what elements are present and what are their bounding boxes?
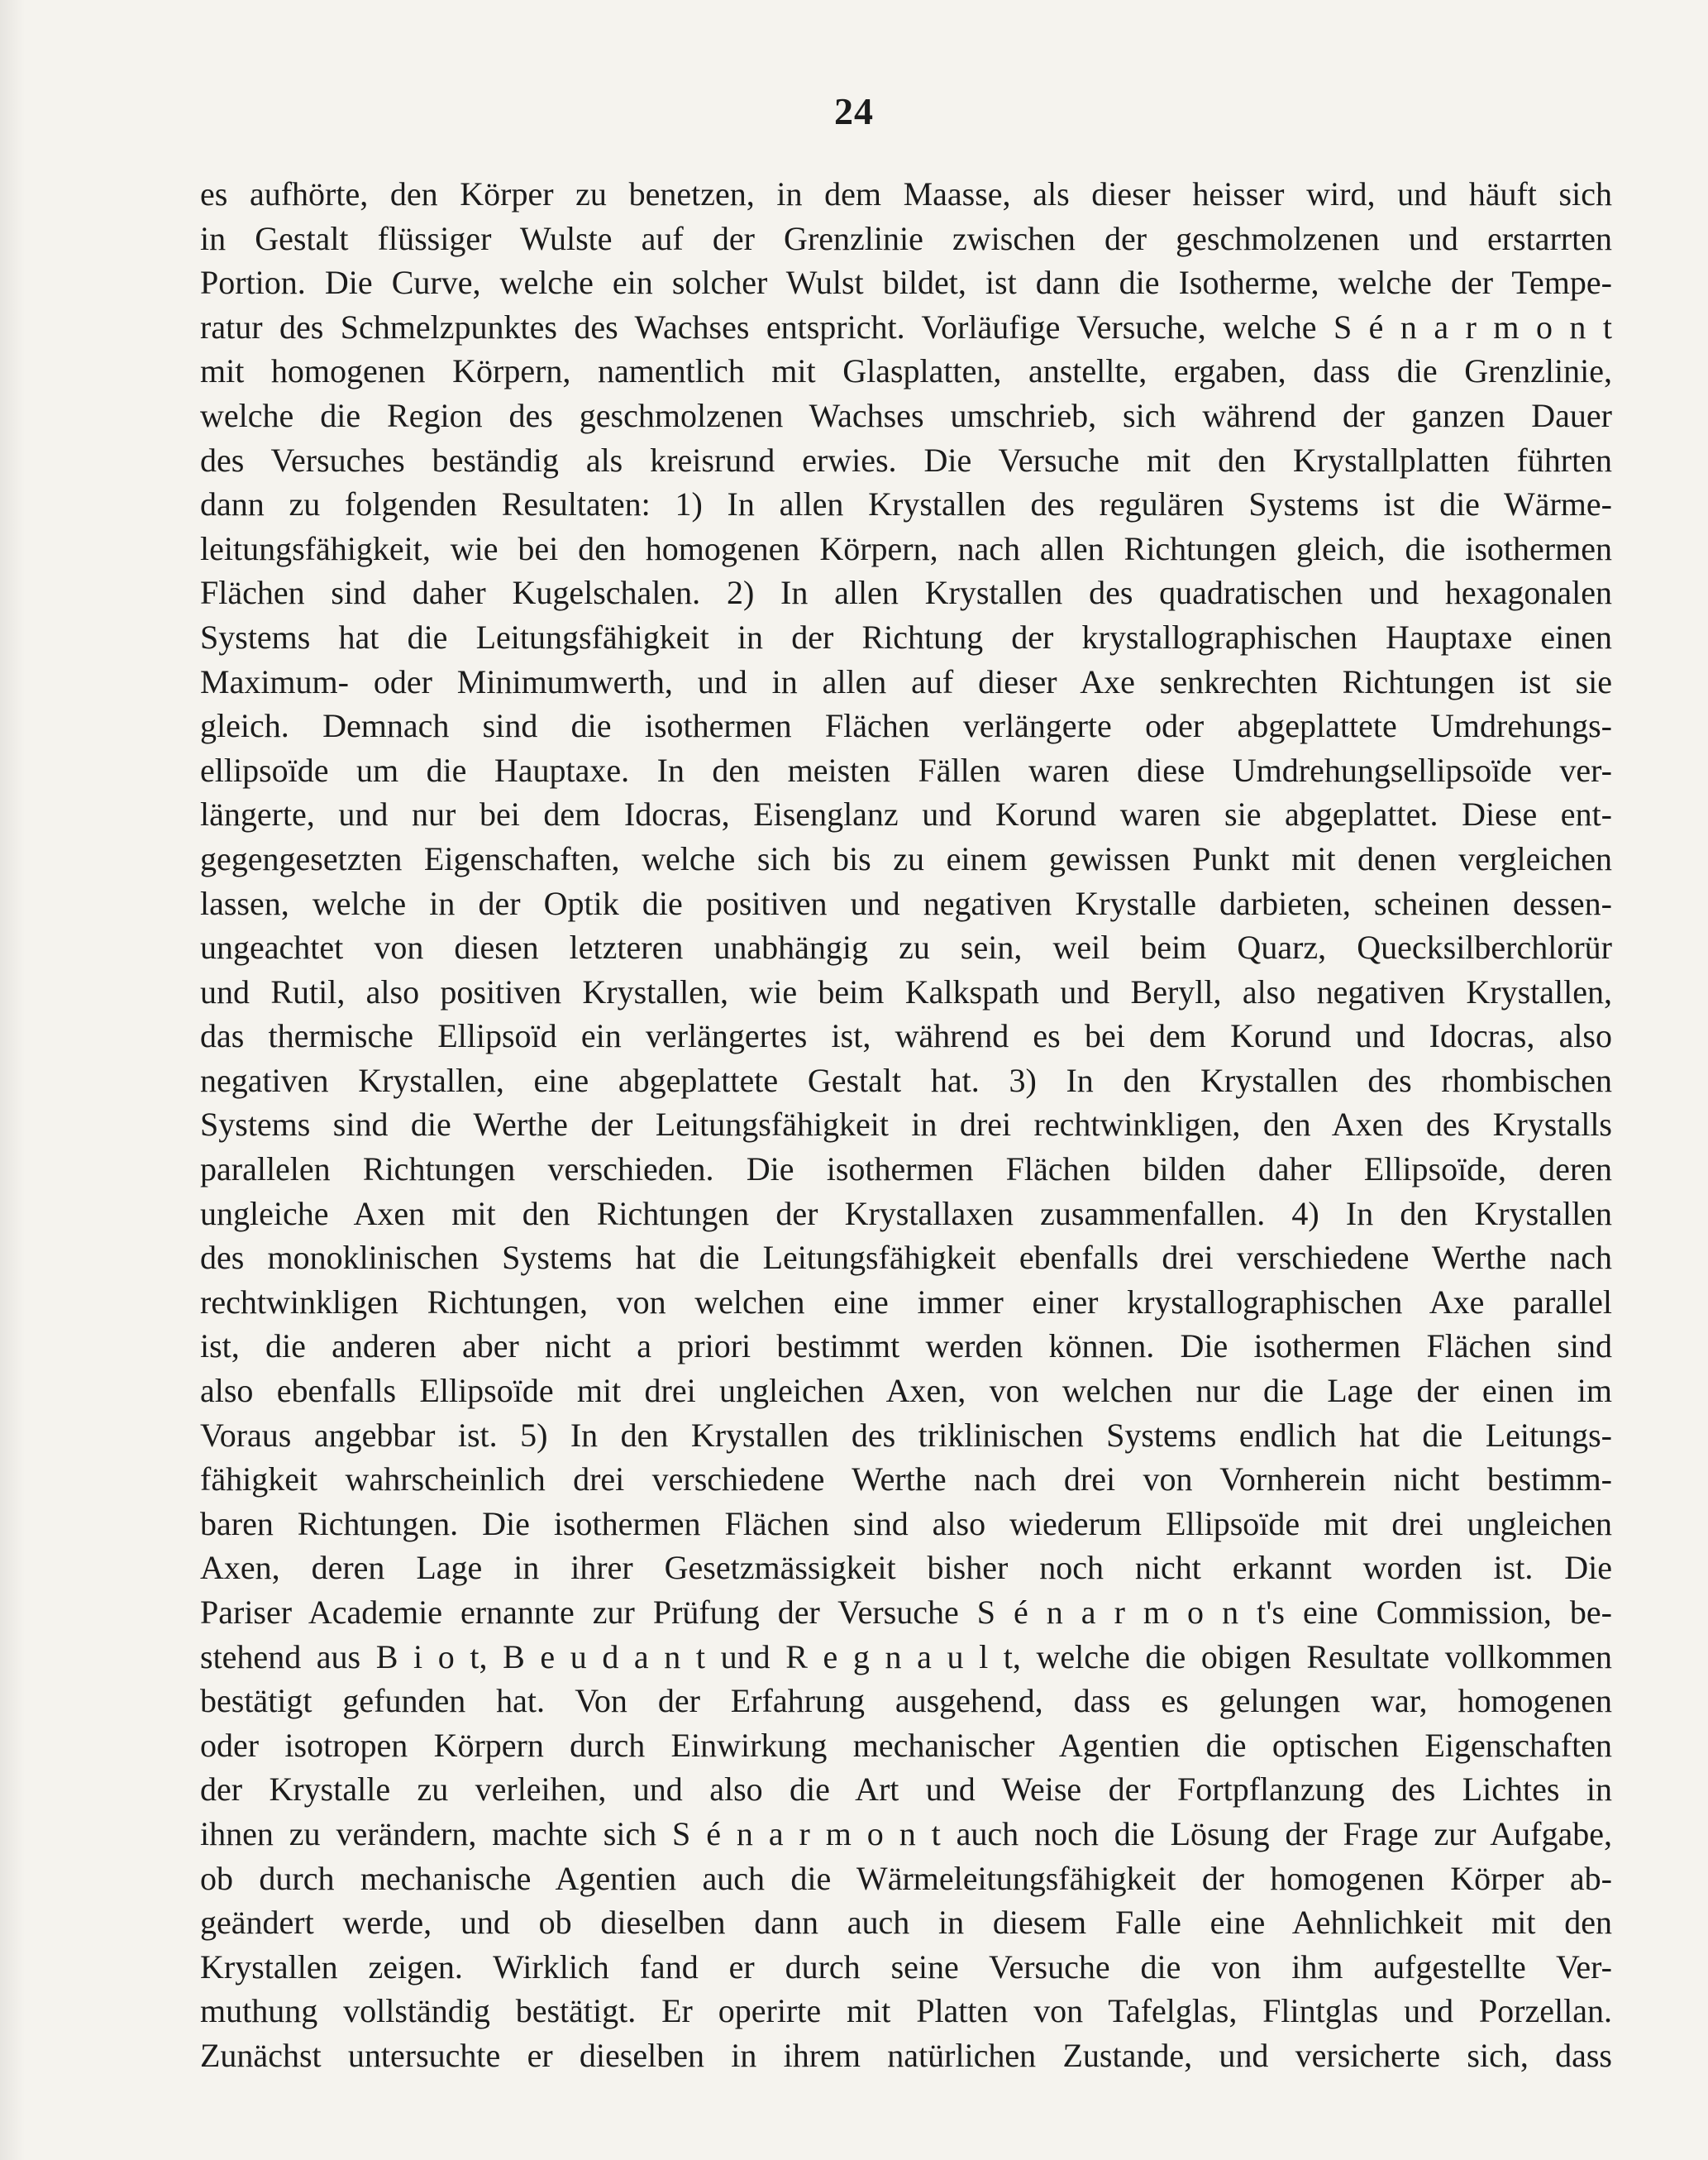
text-line: Systems sind die Werthe der Leitungsfähigkeit in drei rechtwinkligen, den Axen des Krystalls [200, 1106, 1612, 1144]
text-line: des monoklinischen Systems hat die Leitungsfähigkeit ebenfalls drei verschiedene Werthe nach [200, 1239, 1612, 1277]
text-line: ob durch mechanische Agentien auch die Wärmeleitungsfähigkeit der homogenen Körper ab- [200, 1859, 1612, 1897]
text-line: ratur des Schmelzpunktes des Wachses entspricht. Vorläufige Versuche, welche S é n a r m o n t [200, 308, 1612, 346]
text-line: bestätigt gefunden hat. Von der Erfahrung ausgehend, dass es gelungen war, homogenen [200, 1682, 1612, 1720]
page-number: 24 [834, 90, 874, 132]
text-line: also ebenfalls Ellipsoïde mit drei ungleichen Axen, von welchen nur die Lage der einen im [200, 1372, 1612, 1410]
text-line: des Versuches beständig als kreisrund erwies. Die Versuche mit den Krystallplatten führten [200, 441, 1612, 479]
text-line: und Rutil, also positiven Krystallen, wie beim Kalkspath und Beryll, also negativen Krystallen, [200, 972, 1612, 1011]
text-line: längerte, und nur bei dem Idocras, Eisenglanz und Korund waren sie abgeplattet. Diese ent- [200, 796, 1612, 834]
text-line: ist, die anderen aber nicht a priori bestimmt werden können. Die isothermen Flächen sind [200, 1327, 1612, 1365]
text-line: welche die Region des geschmolzenen Wachses umschrieb, sich während der ganzen Dauer [200, 396, 1612, 434]
text-line: Flächen sind daher Kugelschalen. 2) In allen Krystallen des quadratischen und hexagonalen [200, 574, 1612, 612]
text-line: leitungsfähigkeit, wie bei den homogenen Körpern, nach allen Richtungen gleich, die isothermen [200, 529, 1612, 567]
text-line: es aufhörte, den Körper zu benetzen, in dem Maasse, als dieser heisser wird, und häuft sich [200, 175, 1612, 213]
page-edge-shadow [0, 0, 25, 2160]
text-line: Krystallen zeigen. Wirklich fand er durch seine Versuche die von ihm aufgestellte Ver- [200, 1947, 1612, 1986]
text-line: Portion. Die Curve, welche ein solcher Wulst bildet, ist dann die Isotherme, welche der Tempe- [200, 264, 1612, 302]
text-line: ungeachtet von diesen letzteren unabhängig zu sein, weil beim Quarz, Quecksilberchlorür [200, 929, 1612, 967]
text-line: muthung vollständig bestätigt. Er operirte mit Platten von Tafelglas, Flintglas und Porzellan. [200, 1992, 1612, 2030]
text-line: das thermische Ellipsoïd ein verlängertes ist, während es bei dem Korund und Idocras, also [200, 1017, 1612, 1055]
text-line: gegengesetzten Eigenschaften, welche sich bis zu einem gewissen Punkt mit denen vergleichen [200, 839, 1612, 877]
text-line: parallelen Richtungen verschieden. Die isothermen Flächen bilden daher Ellipsoïde, deren [200, 1150, 1612, 1188]
text-line: lassen, welche in der Optik die positiven und negativen Krystalle darbieten, scheinen dessen- [200, 884, 1612, 922]
text-line: der Krystalle zu verleihen, und also die Art und Weise der Fortpflanzung des Lichtes in [200, 1771, 1612, 1809]
text-line: in Gestalt flüssiger Wulste auf der Grenzlinie zwischen der geschmolzenen und erstarrten [200, 219, 1612, 257]
text-line: rechtwinkligen Richtungen, von welchen eine immer einer krystallographischen Axe parallel [200, 1283, 1612, 1321]
text-line: negativen Krystallen, eine abgeplattete Gestalt hat. 3) In den Krystallen des rhombischen [200, 1061, 1612, 1099]
text-line: Voraus angebbar ist. 5) In den Krystallen des triklinischen Systems endlich hat die Leitungs- [200, 1416, 1612, 1454]
text-line: ihnen zu verändern, machte sich S é n a r m o n t auch noch die Lösung der Frage zur Aufgabe, [200, 1814, 1612, 1852]
text-line: baren Richtungen. Die isothermen Flächen sind also wiederum Ellipsoïde mit drei ungleichen [200, 1504, 1612, 1542]
text-line: Maximum- oder Minimumwerth, und in allen auf dieser Axe senkrechten Richtungen ist sie [200, 662, 1612, 700]
text-line: Systems hat die Leitungsfähigkeit in der Richtung der krystallographischen Hauptaxe einen [200, 618, 1612, 656]
text-line: dann zu folgenden Resultaten: 1) In allen Krystallen des regulären Systems ist die Wärme- [200, 485, 1612, 523]
text-line: ellipsoïde um die Hauptaxe. In den meisten Fällen waren diese Umdrehungsellipsoïde ver- [200, 751, 1612, 789]
text-line: Zunächst untersuchte er dieselben in ihrem natürlichen Zustande, und versicherte sich, dass [200, 2036, 1612, 2074]
text-line: oder isotropen Körpern durch Einwirkung mechanischer Agentien die optischen Eigenschaften [200, 1726, 1612, 1764]
body-text [200, 172, 1612, 2078]
text-line: gleich. Demnach sind die isothermen Flächen verlängerte oder abgeplattete Umdrehungs- [200, 707, 1612, 745]
text-line: fähigkeit wahrscheinlich drei verschiedene Werthe nach drei von Vornherein nicht bestimm- [200, 1460, 1612, 1498]
text-line: Axen, deren Lage in ihrer Gesetzmässigkeit bisher noch nicht erkannt worden ist. Die [200, 1549, 1612, 1587]
text-line: ungleiche Axen mit den Richtungen der Krystallaxen zusammenfallen. 4) In den Krystallen [200, 1194, 1612, 1232]
text-line: geändert werde, und ob dieselben dann auch in diesem Falle eine Aehnlichkeit mit den [200, 1904, 1612, 1942]
text-line: Pariser Academie ernannte zur Prüfung der Versuche S é n a r m o n t's eine Commission, be- [200, 1594, 1612, 1631]
text-line: mit homogenen Körpern, namentlich mit Glasplatten, anstellte, ergaben, dass die Grenzlinie, [200, 352, 1612, 390]
text-line: stehend aus B i o t, B e u d a n t und R e g n a u l t, welche die obigen Resultate vollkommen [200, 1637, 1612, 1675]
